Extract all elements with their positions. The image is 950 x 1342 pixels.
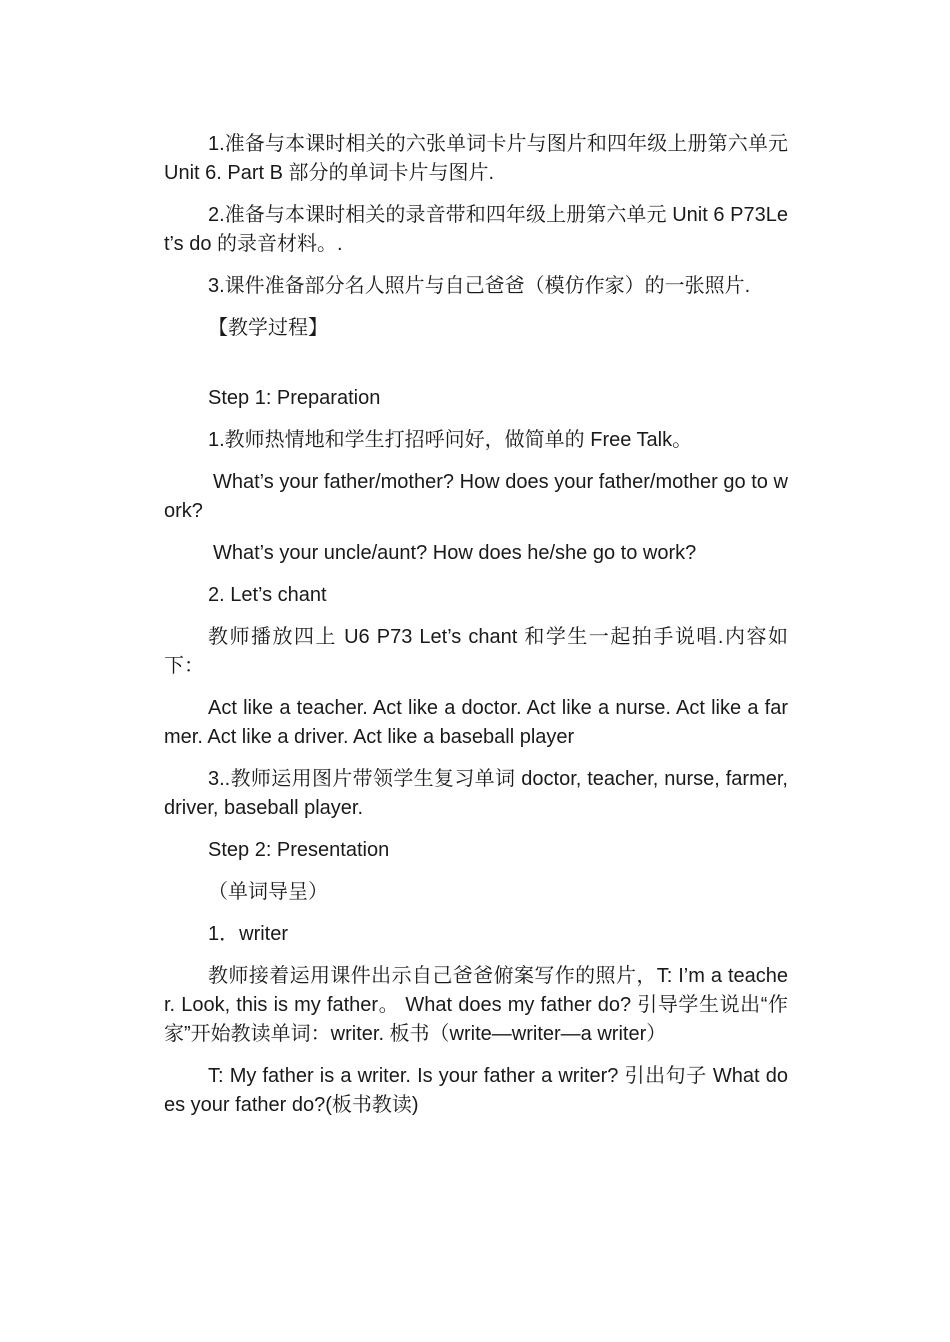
paragraph-word-intro-note: （单词导呈） xyxy=(208,881,328,903)
section-heading-teaching-process: 【教学过程】 xyxy=(208,317,328,339)
step-1-heading: Step 1: Preparation xyxy=(208,387,381,409)
paragraph-question-uncle-aunt: What’s your uncle/aunt? How does he/she go to work? xyxy=(213,542,697,564)
paragraph-writer-heading: 1．writer xyxy=(208,923,289,945)
paragraph-chant-intro: 教师播放四上 U6 P73 Let’s chant 和学生一起拍手说唱.内容如下： xyxy=(164,626,788,677)
paragraph-prep-1: 1.准备与本课时相关的六张单词卡片与图片和四年级上册第六单元 Unit 6. Part B 部分的单词卡片与图片. xyxy=(164,133,788,184)
paragraph-writer-dialogue: T: My father is a writer. Is your father a writer? 引出句子 What does your father do?(板书教读) xyxy=(164,1065,788,1116)
step-2-heading: Step 2: Presentation xyxy=(208,839,390,861)
paragraph-writer-explanation: 教师接着运用课件出示自己爸爸俯案写作的照片，T: I’m a teacher. Look, this is my father。 What does my father do? 引导学生说出“作家”开始教读单词：writer. 板书（write—writer—a writer） xyxy=(164,965,788,1045)
paragraph-chant-lyrics: Act like a teacher. Act like a doctor. Act like a nurse. Act like a farmer. Act like a driver. Act like a baseball player xyxy=(164,697,788,748)
paragraph-lets-chant-heading: 2. Let’s chant xyxy=(208,584,327,606)
paragraph-free-talk: 1.教师热情地和学生打招呼问好，做简单的 Free Talk。 xyxy=(208,429,693,451)
paragraph-question-father-mother: What’s your father/mother? How does your father/mother go to work? xyxy=(164,471,788,522)
paragraph-review-words: 3..教师运用图片带领学生复习单词 doctor, teacher, nurse, farmer, driver, baseball player. xyxy=(164,768,788,819)
document-body xyxy=(164,130,788,1133)
paragraph-prep-2: 2.准备与本课时相关的录音带和四年级上册第六单元 Unit 6 P73Let’s do 的录音材料。. xyxy=(164,204,788,255)
paragraph-prep-3: 3.课件准备部分名人照片与自己爸爸（模仿作家）的一张照片. xyxy=(208,275,751,297)
